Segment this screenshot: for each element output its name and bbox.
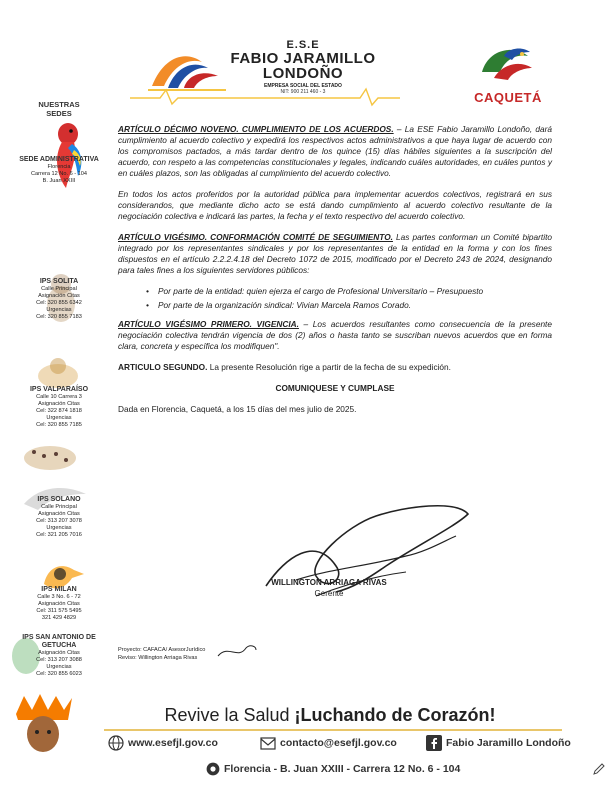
footer-divider (104, 729, 562, 731)
sede-line: Asignación Citas (38, 601, 80, 607)
sede-line: Calle Principal (41, 504, 77, 510)
email-contact[interactable] (260, 735, 397, 751)
sede-line: Cel: 320 855 7185 (36, 422, 82, 428)
address-text: Florencia - B. Juan XXIII - Carrera 12 No. 6 - 104 (224, 763, 461, 775)
article-2-heading: ARTICULO SEGUNDO. (118, 362, 208, 372)
sede-line: Cel: 320 855 7183 (36, 314, 82, 320)
review-line: Reviso: Willington Arriaga Rivas (118, 655, 198, 661)
sede-line: Cel: 320 855 6342 (36, 300, 82, 306)
sede-line: B. Juan XXIII (42, 178, 76, 184)
sede-line: Urgencias (46, 664, 72, 670)
org-name-line1: FABIO JARAMILLO (230, 50, 376, 67)
paragraph-implementation: En todos los actos proferidos por la autoridad pública para implementar acuerdos colectivos, registrará en sus considerandos, que mediante dicho acto se está dando cumplimiento al acuerdo colectivo resultante de la negociación colectiva e indicará las partes, la fecha y el texto respectivo del acuerdo colectivo. (118, 189, 552, 221)
slogan-plain: Revive la Salud (164, 705, 295, 725)
committee-members-list (146, 286, 552, 311)
sede-ips-valparaiso (16, 386, 102, 429)
article-20-paragraph (118, 232, 552, 276)
article-19-heading: ARTÍCULO DÉCIMO NOVENO. CUMPLIMIENTO DE LOS ACUERDOS. (118, 124, 394, 134)
sede-name: IPS SOLANO (37, 496, 81, 503)
document-footnotes (118, 646, 205, 662)
closing-formula: COMUNIQUESE Y CUMPLASE (275, 383, 395, 393)
org-nit: NIT: 900 211 460 - 3 (280, 89, 326, 95)
slogan (120, 705, 540, 726)
sedes-sidebar (0, 96, 118, 706)
article-19-text: – La ESE Fabio Jaramillo Londoño, dará cumplimiento al acuerdo colectivo y expedirá los respectivos actos administrativos a que haya lugar de acuerdo con los compromisos pactados, a más tardar dentro de los quince (15) días hábiles siguientes a la suscripción del acuerdo, con respeto a las competencias constitucionales y legales, indicando cuáles autoridades, en cuáles puntos y en cuáles plazos, son las obligadas al cumplimiento del acuerdo colectivo. (118, 124, 552, 178)
sede-line: Calle 3 No. 6 - 72 (37, 594, 81, 600)
location-icon (206, 762, 220, 776)
sede-name: SEDE ADMINISTRATIVA (19, 156, 99, 163)
sede-ips-solano (16, 496, 102, 539)
sede-line: Asignación Citas (38, 511, 80, 517)
date-line: Dada en Florencia, Caquetá, a los 15 días del mes julio de 2025. (118, 404, 357, 414)
signer-name: WILLINGTON ARRIAGA RIVAS (271, 578, 387, 587)
sede-line: Cel: 313 207 3088 (36, 657, 82, 663)
signer-role: Gerente (314, 589, 344, 598)
sede-line: 321 429 4829 (41, 615, 77, 621)
article-21-text: – Los acuerdos resultantes como consecuencia de la presente negociación colectiva tendrán vigencia de dos (2) años o hasta tanto se suscriban nuevos acuerdos que en forma clara, concreta y específica los modifiquen". (118, 319, 552, 351)
sede-line: Asignación Citas (38, 401, 80, 407)
caqueta-bird-logo-icon (478, 42, 536, 88)
email-icon (260, 735, 276, 751)
sede-name: IPS SAN ANTONIO DE GETUCHA (22, 634, 96, 649)
sede-line: Asignación Citas (38, 650, 80, 656)
sede-line: Calle Principal (41, 286, 77, 292)
org-name-line2: LONDOÑO (262, 65, 344, 82)
sede-line: Calle 10 Carrera 3 (36, 394, 82, 400)
ese-label: E.S.E (286, 39, 320, 51)
handwritten-signature (256, 496, 476, 604)
sidebar-title (28, 100, 90, 118)
list-item: • Por parte de la organización sindical: Vivian Marcela Ramos Corado. (146, 300, 552, 311)
reviewer-initials-signature (216, 640, 258, 662)
article-2-paragraph (118, 362, 552, 373)
list-item: • Por parte de la entidad: quien ejerza el cargo de Profesional Universitario – Presupuesto (146, 286, 552, 297)
article-21-heading: ARTÍCULO VIGÉSIMO PRIMERO. VIGENCIA. (118, 319, 299, 329)
email-link[interactable]: contacto@esefjl.gov.co (280, 737, 397, 749)
article-20-heading: ARTÍCULO VIGÉSIMO. CONFORMACIÓN COMITÉ DE SEGUIMIENTO. (118, 232, 393, 242)
project-line: Proyecto: CAFACA/ AsesorJurídico (118, 647, 206, 653)
sede-line: Cel: 313 207 3078 (36, 518, 82, 524)
sede-ips-milan (16, 586, 102, 622)
address-contact (206, 762, 460, 776)
sede-ips-solita (16, 278, 102, 321)
sede-administrativa (16, 156, 102, 185)
resolution-body (118, 124, 552, 425)
indigenous-figure-illustration-icon (10, 692, 76, 752)
sede-line: Urgencias (46, 307, 72, 313)
sede-line: Cel: 322 874 1818 (36, 408, 82, 414)
sede-line: Urgencias (46, 525, 72, 531)
sede-line: Florencia (47, 164, 71, 170)
facebook-link[interactable]: Fabio Jaramillo Londoño (446, 737, 571, 749)
facebook-contact[interactable] (426, 735, 571, 751)
heartbeat-line-icon (130, 86, 400, 108)
sede-line: Carrera 12 No. 6 - 104 (31, 171, 87, 177)
globe-icon (108, 735, 124, 751)
org-subtitle: EMPRESA SOCIAL DEL ESTADO (264, 83, 342, 89)
sede-line: Cel: 321 205 7016 (36, 532, 82, 538)
slogan-bold: ¡Luchando de Corazón! (294, 705, 496, 725)
sede-name: IPS VALPARAÍSO (29, 386, 89, 393)
article-2-text: La presente Resolución rige a partir de la fecha de su expedición. (207, 362, 451, 372)
sede-name: IPS MILAN (41, 586, 77, 593)
sidebar-title-line2: SEDES (46, 109, 72, 118)
sidebar-title-line1: NUESTRAS (38, 100, 80, 109)
website-link[interactable]: www.esefjl.gov.co (128, 737, 218, 749)
website-contact[interactable] (108, 735, 218, 751)
sede-ips-san-antonio (16, 634, 102, 678)
article-21-paragraph (118, 319, 552, 352)
facebook-icon (426, 735, 442, 751)
sede-line: Urgencias (46, 415, 72, 421)
region-name: CAQUETÁ (474, 90, 542, 105)
article-19-paragraph (118, 124, 552, 179)
sede-line: Asignación Citas (38, 293, 80, 299)
article-20-text: Las partes conforman un Comité bipartito integrado por los representantes sindicales y por los representantes de la entidad en la forma y con los fines dispuestos en el artículo 2.2.2.4.18 del Decreto 1072 de 2015, modificado por el Decreto 243 de 2024, designando para tales fines a los siguientes servidores públicos: (118, 232, 552, 275)
sede-line: Cel: 311 575 5495 (36, 608, 82, 614)
sede-name: IPS SOLITA (39, 278, 79, 285)
pen-icon (592, 762, 606, 776)
ocelot-illustration-icon (14, 436, 84, 476)
sede-line: Cel: 320 855 6023 (36, 671, 82, 677)
